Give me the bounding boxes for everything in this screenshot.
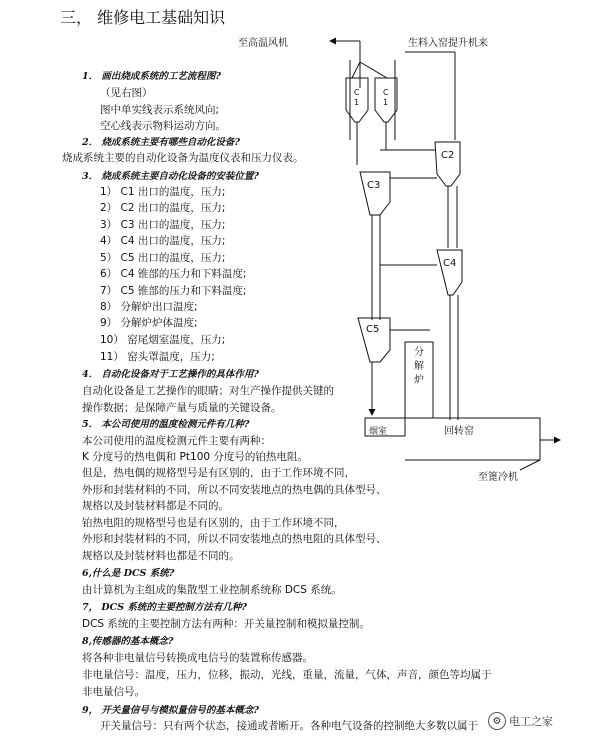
text-line: 外形和封装材料的不同，所以不同安装地点的热电阻的具体型号、: [82, 533, 387, 545]
page-title: 三， 维修电工基础知识: [60, 8, 226, 27]
text-line: 4） C4 出口的温度，压力;: [100, 235, 226, 247]
cyclone-c1a-label: C 1: [354, 88, 360, 107]
text-line: （见右图）: [100, 87, 153, 99]
cyclone-c4-label: C4: [443, 258, 457, 269]
question-heading: 2． 烧成系统主要有哪些自动化设备?: [82, 137, 240, 148]
text-line: 操作数据；是保障产量与质量的关键设备。: [82, 402, 282, 414]
question-heading: 6,什么是 DCS 系统?: [82, 568, 175, 579]
text-line: 自动化设备是工艺操作的眼睛；对生产操作提供关键的: [82, 385, 334, 397]
text-line: 非电量信号：温度，压力，位移，振动，光线，重量，流量，气体，声音，颜色等均属于: [82, 669, 492, 681]
question-heading: 7， DCS 系统的主要控制方法有几种?: [82, 602, 247, 613]
diagram-label-to-fan: 至高温风机: [238, 38, 288, 49]
text-line: 铂热电阻的规格型号也是有区别的，由于工作环境不同，: [82, 517, 345, 529]
text-line: 规格以及封装材料都是不同的。: [82, 500, 229, 512]
text-line: 但是，热电偶的规格型号是有区别的，由于工作环境不同，: [82, 467, 355, 479]
watermark-text: 电工之家: [509, 715, 553, 728]
question-heading: 3． 烧成系统主要自动化设备的安装位置?: [82, 171, 259, 182]
text-line: 9） 分解炉炉体温度;: [100, 317, 198, 329]
text-line: 空心线表示物料运动方向。: [100, 120, 226, 132]
question-heading: 5． 本公司使用的温度检测元件有几种?: [82, 419, 250, 430]
cyclone-c3-label: C3: [367, 180, 381, 191]
text-line: 非电量信号。: [82, 686, 145, 698]
watermark: [488, 712, 553, 730]
cyclone-c1b-label: C 1: [383, 88, 389, 107]
diagram-label-from-raw: 生料入窑提升机来: [408, 38, 488, 49]
text-line: 2） C2 出口的温度，压力;: [100, 202, 226, 214]
text-line: 烧成系统主要的自动化设备为温度仪表和压力仪表。: [62, 152, 304, 164]
question-heading: 9， 开关量信号与模拟量信号的基本概念?: [82, 705, 259, 716]
text-line: 11） 窑头罩温度，压力;: [100, 351, 215, 363]
text-line: 7） C5 锥部的压力和下料温度;: [100, 285, 247, 297]
text-line: 3） C3 出口的温度，压力;: [100, 219, 226, 231]
text-line: 6） C4 锥部的压力和下料温度;: [100, 268, 247, 280]
diagram-label-to-cooler: 至篦冷机: [478, 472, 518, 483]
text-line: 开关量信号：只有两个状态，接通或者断开。各种电气设备的控制绝大多数以属于: [100, 720, 478, 732]
text-line: 5） C5 出口的温度，压力;: [100, 252, 226, 264]
text-line: 1） C1 出口的温度，压力;: [100, 186, 226, 198]
text-line: K 分度号的热电偶和 Pt100 分度号的铂热电阻。: [82, 451, 308, 463]
text-line: 图中单实线表示系统风向;: [100, 104, 220, 116]
cyclone-c2-label: C2: [441, 150, 455, 161]
text-line: 外形和封装材料的不同，所以不同安装地点的热电偶的具体型号、: [82, 484, 387, 496]
kiln-tail-label: 烟室: [369, 427, 388, 437]
text-line: 将各种非电量信号转换成电信号的装置称传感器。: [82, 652, 313, 664]
question-heading: 1． 画出烧成系统的工艺流程图?: [82, 71, 221, 82]
question-heading: 8,传感器的基本概念?: [82, 636, 174, 647]
cyclone-c5-label: C5: [366, 324, 380, 335]
decomposer-label: 分 解 炉: [414, 347, 424, 386]
text-line: 本公司使用的温度检测元件主要有两种：: [82, 435, 271, 447]
text-line: 8） 分解炉出口温度;: [100, 301, 198, 313]
question-heading: 4． 自动化设备对于工艺操作的具体作用?: [82, 369, 259, 380]
text-line: 规格以及封装材料也都是不同的。: [82, 550, 240, 562]
kiln-label: 回转窑: [444, 426, 474, 437]
text-line: 10） 窑尾烟室温度，压力;: [100, 334, 226, 346]
text-line: 由计算机为主组成的集散型工业控制系统称 DCS 系统。: [82, 584, 342, 596]
text-line: DCS 系统的主要控制方法有两种：开关量控制和模拟量控制。: [82, 618, 370, 630]
watermark-logo-icon: ⚙: [488, 712, 506, 730]
